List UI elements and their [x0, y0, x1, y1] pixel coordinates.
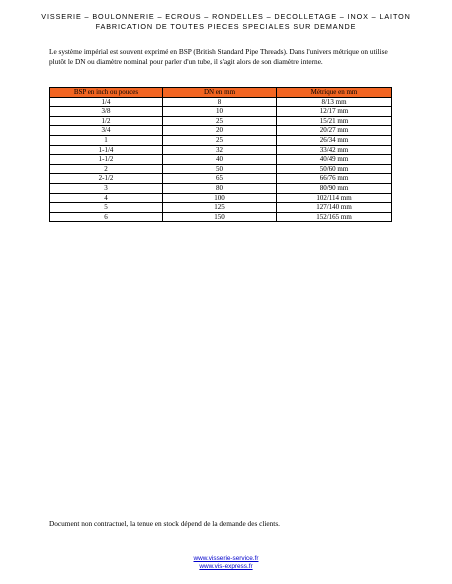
intro-paragraph: Le système impérial est souvent exprimé en BSP (British Standard Pipe Threads). Dans l'univers métrique on utilise plutôt le DN ou diamètre nominal pour parler d'un tube, il s'agit alors de son diamètre interne. — [49, 47, 388, 66]
cell-metric: 127/140 mm — [277, 203, 392, 213]
cell-dn: 80 — [163, 183, 277, 193]
table-row — [50, 145, 392, 155]
cell-metric: 15/21 mm — [277, 116, 392, 126]
cell-metric: 50/60 mm — [277, 164, 392, 174]
cell-dn: 25 — [163, 116, 277, 126]
cell-metric: 66/76 mm — [277, 174, 392, 184]
cell-metric: 12/17 mm — [277, 107, 392, 117]
cell-metric: 152/165 mm — [277, 212, 392, 222]
cell-bsp: 3/8 — [50, 107, 163, 117]
header-line-1: VISSERIE – BOULONNERIE – ECROUS – RONDELLES – DECOLLETAGE – INOX – LAITON — [41, 12, 411, 21]
cell-bsp: 6 — [50, 212, 163, 222]
table-row — [50, 107, 392, 117]
table-row — [50, 126, 392, 136]
table-row — [50, 116, 392, 126]
cell-dn: 40 — [163, 155, 277, 165]
cell-bsp: 1-1/2 — [50, 155, 163, 165]
cell-metric: 20/27 mm — [277, 126, 392, 136]
table-row — [50, 203, 392, 213]
cell-dn: 50 — [163, 164, 277, 174]
cell-bsp: 5 — [50, 203, 163, 213]
cell-bsp: 2-1/2 — [50, 174, 163, 184]
table-row — [50, 164, 392, 174]
table-row — [50, 155, 392, 165]
cell-dn: 8 — [163, 97, 277, 107]
cell-metric: 80/90 mm — [277, 183, 392, 193]
header-metric: Métrique en mm — [277, 88, 392, 98]
cell-metric: 8/13 mm — [277, 97, 392, 107]
cell-bsp: 1/4 — [50, 97, 163, 107]
table-row — [50, 183, 392, 193]
table-row — [50, 97, 392, 107]
cell-bsp: 4 — [50, 193, 163, 203]
cell-metric: 33/42 mm — [277, 145, 392, 155]
cell-dn: 10 — [163, 107, 277, 117]
cell-bsp: 3/4 — [50, 126, 163, 136]
cell-metric: 40/49 mm — [277, 155, 392, 165]
table-row — [50, 212, 392, 222]
header-dn: DN en mm — [163, 88, 277, 98]
link-vis-express[interactable]: www.vis-express.fr — [199, 563, 253, 570]
cell-bsp: 1 — [50, 135, 163, 145]
link-visserie-service[interactable]: www.visserie-service.fr — [193, 555, 259, 562]
bsp-conversion-table — [49, 87, 392, 222]
header-bsp: BSP en inch ou pouces — [50, 88, 163, 98]
table-row — [50, 174, 392, 184]
cell-dn: 20 — [163, 126, 277, 136]
table-row — [50, 135, 392, 145]
cell-bsp: 2 — [50, 164, 163, 174]
cell-dn: 32 — [163, 145, 277, 155]
footer-links — [0, 555, 452, 571]
disclaimer-note: Document non contractuel, la tenue en stock dépend de la demande des clients. — [49, 519, 280, 528]
cell-dn: 25 — [163, 135, 277, 145]
header-line-2: FABRICATION DE TOUTES PIECES SPECIALES SUR DEMANDE — [95, 22, 357, 31]
cell-dn: 125 — [163, 203, 277, 213]
cell-bsp: 1-1/4 — [50, 145, 163, 155]
table-row — [50, 193, 392, 203]
cell-bsp: 1/2 — [50, 116, 163, 126]
cell-metric: 102/114 mm — [277, 193, 392, 203]
cell-dn: 150 — [163, 212, 277, 222]
page-header — [0, 12, 452, 32]
table-header-row — [50, 88, 392, 98]
cell-metric: 26/34 mm — [277, 135, 392, 145]
cell-dn: 65 — [163, 174, 277, 184]
cell-dn: 100 — [163, 193, 277, 203]
table-body — [50, 97, 392, 222]
cell-bsp: 3 — [50, 183, 163, 193]
